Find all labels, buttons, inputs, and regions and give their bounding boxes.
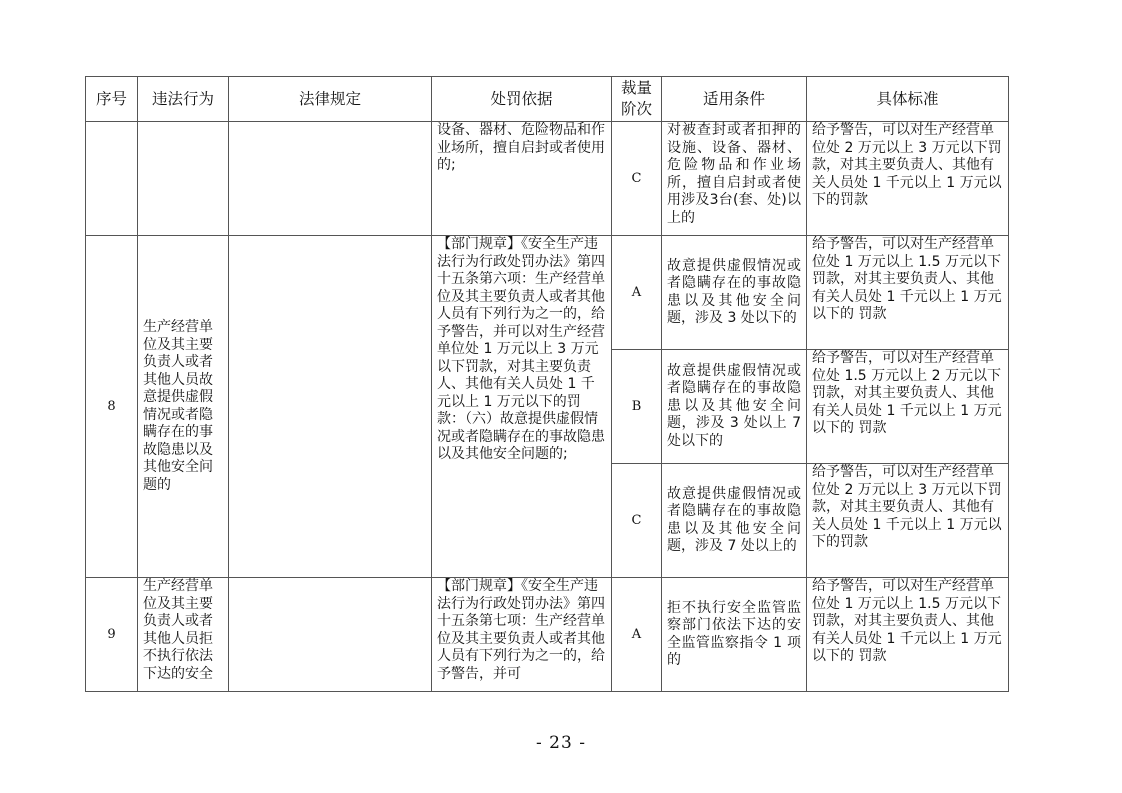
seq-cell: 9 bbox=[86, 578, 138, 692]
table-row-8-tier-a bbox=[86, 236, 1009, 350]
seq-cell: 8 bbox=[86, 236, 138, 578]
violation-cell: 生产经营单位及其主要负责人或者其他人员故意提供虚假情况或者隐瞒存在的事故隐患以及其他安全问题的 bbox=[138, 236, 229, 578]
page-number: - 23 - bbox=[536, 733, 586, 753]
condition-cell: 拒不执行安全监管监察部门依法下达的安全监管监察指令 1 项的 bbox=[662, 578, 807, 692]
seq-cell-empty bbox=[86, 122, 138, 236]
condition-cell: 故意提供虚假情况或者隐瞒存在的事故隐患以及其他安全问题，涉及 7 处以上的 bbox=[662, 464, 807, 578]
standard-cell: 给予警告，可以对生产经营单位处 1.5 万元以上 2 万元以下罚款，对其主要负责人、其他有关人员处 1 千元以上 1 万元以下的 罚款 bbox=[807, 350, 1009, 464]
header-basis: 处罚依据 bbox=[432, 77, 612, 122]
violation-cell-empty bbox=[138, 122, 229, 236]
header-seq: 序号 bbox=[86, 77, 138, 122]
violation-cell: 生产经营单位及其主要负责人或者其他人员拒不执行依法下达的安全 bbox=[138, 578, 229, 692]
header-level: 裁量阶次 bbox=[612, 77, 662, 122]
table-row-9-tier-a bbox=[86, 578, 1009, 692]
level-cell: B bbox=[612, 350, 662, 464]
level-cell: C bbox=[612, 122, 662, 236]
header-law: 法律规定 bbox=[229, 77, 432, 122]
table-header bbox=[86, 77, 1009, 122]
basis-cell: 【部门规章】《安全生产违法行为行政处罚办法》第四十五条第六项：生产经营单位及其主要负责人或者其他人员有下列行为之一的，给予警告，并可以对生产经营单位处 1 万元以上 3 万元以下罚款，对其主要负责人、其他有关人员处 1 千元以上 1 万元以下的罚款：（六）故意提供虚假情况或者隐瞒存在的事故隐患以及其他安全问题的; bbox=[432, 236, 612, 578]
law-cell-empty bbox=[229, 122, 432, 236]
level-cell: A bbox=[612, 578, 662, 692]
standard-cell: 给予警告，可以对生产经营单位处 1 万元以上 1.5 万元以下罚款，对其主要负责人、其他有关人员处 1 千元以上 1 万元以下的 罚款 bbox=[807, 578, 1009, 692]
standard-cell: 给予警告，可以对生产经营单位处 1 万元以上 1.5 万元以下罚款，对其主要负责人、其他有关人员处 1 千元以上 1 万元以下的 罚款 bbox=[807, 236, 1009, 350]
table-row-continued bbox=[86, 122, 1009, 236]
header-violation: 违法行为 bbox=[138, 77, 229, 122]
condition-cell: 对被查封或者扣押的设施、设备、器材、危险物品和作业场所，擅自启封或者使用涉及3台(套、处)以上的 bbox=[662, 122, 807, 236]
level-cell: A bbox=[612, 236, 662, 350]
basis-cell: 设备、器材、危险物品和作业场所，擅自启封或者使用的; bbox=[432, 122, 612, 236]
law-cell-empty bbox=[229, 236, 432, 578]
condition-cell: 故意提供虚假情况或者隐瞒存在的事故隐患以及其他安全问题，涉及 3 处以下的 bbox=[662, 236, 807, 350]
header-standard: 具体标准 bbox=[807, 77, 1009, 122]
standard-cell: 给予警告，可以对生产经营单位处 2 万元以上 3 万元以下罚款，对其主要负责人、其他有关人员处 1 千元以上 1 万元以下的罚款 bbox=[807, 464, 1009, 578]
law-cell-empty bbox=[229, 578, 432, 692]
penalty-standards-table bbox=[85, 76, 1009, 692]
level-cell: C bbox=[612, 464, 662, 578]
standard-cell: 给予警告，可以对生产经营单位处 2 万元以上 3 万元以下罚款，对其主要负责人、其他有关人员处 1 千元以上 1 万元以下的罚款 bbox=[807, 122, 1009, 236]
header-condition: 适用条件 bbox=[662, 77, 807, 122]
header-row bbox=[86, 77, 1009, 122]
basis-cell: 【部门规章】《安全生产违法行为行政处罚办法》第四十五条第七项：生产经营单位及其主要负责人或者其他人员有下列行为之一的，给予警告，并可 bbox=[432, 578, 612, 692]
condition-cell: 故意提供虚假情况或者隐瞒存在的事故隐患以及其他安全问题，涉及 3 处以上 7 处以下的 bbox=[662, 350, 807, 464]
